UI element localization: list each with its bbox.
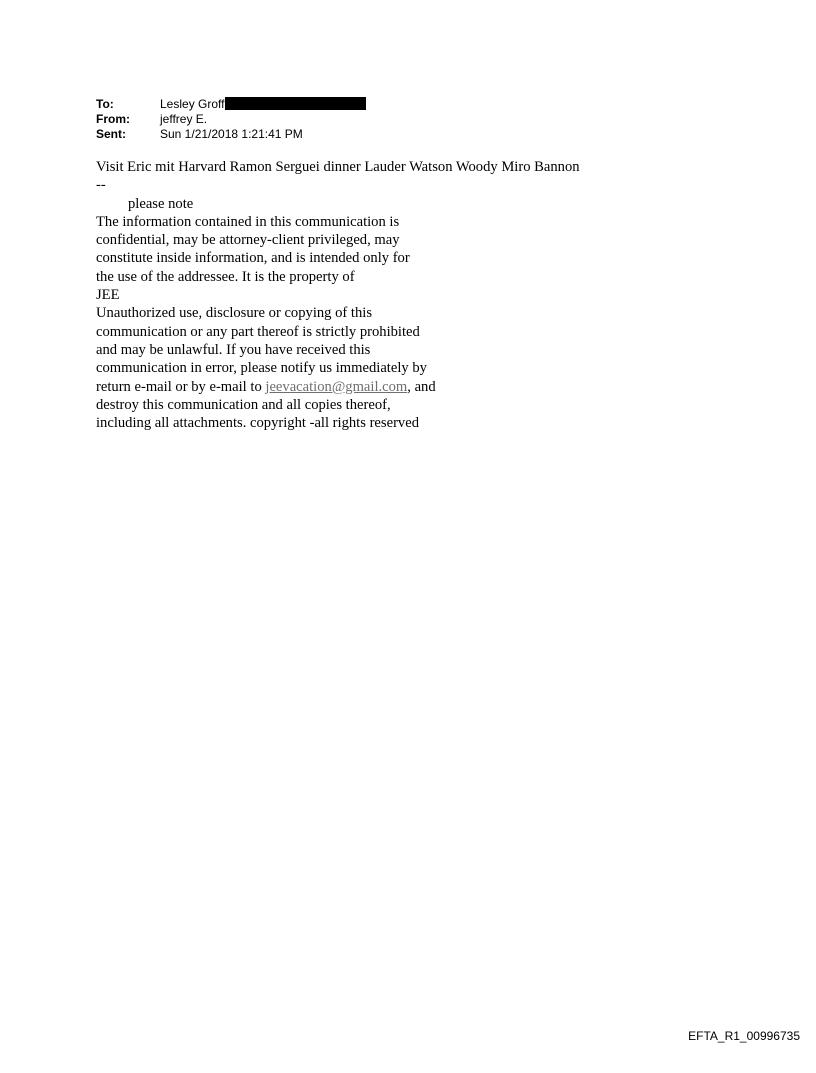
disclaimer-line: confidential, may be attorney-client privileged, may — [96, 232, 400, 249]
to-recipient: Lesley Groff — [160, 97, 225, 111]
note-heading: please note — [128, 195, 194, 212]
sent-label: Sent: — [96, 127, 126, 141]
document-id: EFTA_R1_00996735 — [688, 1029, 800, 1043]
from-value: jeffrey E. — [160, 112, 208, 126]
return-line-prefix: return e-mail or by e-mail to — [96, 378, 266, 395]
disclaimer-line: the use of the addressee. It is the property of — [96, 268, 355, 285]
disclaimer-line: Unauthorized use, disclosure or copying of this — [96, 305, 373, 322]
email-header — [96, 97, 366, 142]
email-body — [96, 158, 580, 432]
to-label: To: — [96, 97, 114, 111]
message-subject-line: Visit Eric mit Harvard Ramon Serguei dinner Lauder Watson Woody Miro Bannon — [96, 159, 580, 175]
redaction-bar — [225, 97, 366, 110]
from-row — [96, 112, 366, 127]
disclaimer-line: communication or any part thereof is strictly prohibited — [96, 323, 420, 340]
to-value — [160, 97, 366, 112]
sent-value: Sun 1/21/2018 1:21:41 PM — [160, 127, 303, 141]
disclaimer-line: communication in error, please notify us immediately by — [96, 360, 427, 377]
disclaimer-line: including all attachments. copyright -all rights reserved — [96, 415, 419, 432]
disclaimer-line: JEE — [96, 287, 120, 304]
disclaimer-line: and may be unlawful. If you have received this — [96, 341, 371, 358]
separator: -- — [96, 177, 106, 194]
sent-row — [96, 127, 366, 142]
disclaimer-line: The information contained in this communication is — [96, 213, 400, 230]
disclaimer-line: destroy this communication and all copies thereof, — [96, 396, 391, 413]
return-line-suffix: , and — [407, 378, 436, 395]
disclaimer-line: constitute inside information, and is intended only for — [96, 250, 410, 267]
from-label: From: — [96, 112, 130, 126]
to-row — [96, 97, 366, 112]
email-link[interactable]: jeevacation@gmail.com — [265, 378, 408, 395]
disclaimer-return-line — [96, 378, 580, 396]
